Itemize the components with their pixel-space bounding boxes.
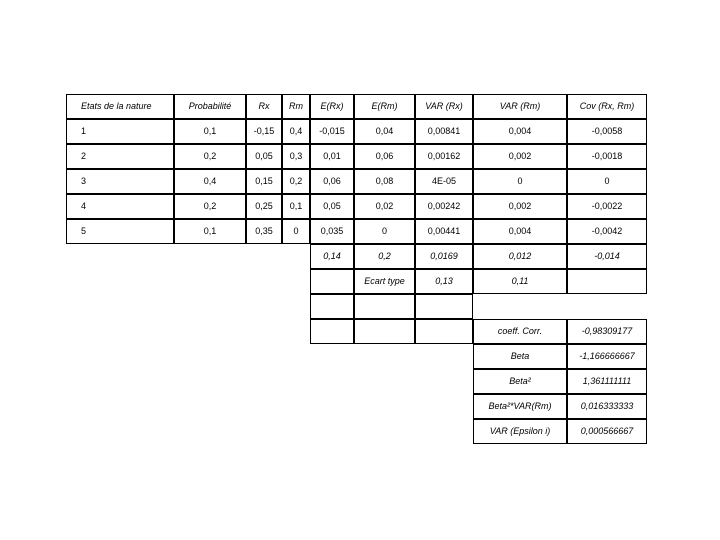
stat-value: 0,000566667 <box>567 419 647 444</box>
table-cell: 0 <box>354 219 415 244</box>
table-cell: 0,05 <box>310 194 354 219</box>
table-cell: 0,035 <box>310 219 354 244</box>
total-e-rm: 0,2 <box>354 244 415 269</box>
table-cell: 0,004 <box>473 219 567 244</box>
table-cell: 0,06 <box>354 144 415 169</box>
stat-label: Beta²*VAR(Rm) <box>473 394 567 419</box>
empty-cell <box>310 294 354 319</box>
table-cell: 0,1 <box>174 219 246 244</box>
table-cell: 0 <box>282 219 310 244</box>
table-cell: 0,05 <box>246 144 282 169</box>
empty-cell <box>415 319 473 344</box>
table-cell: 4E-05 <box>415 169 473 194</box>
stat-label: coeff. Corr. <box>473 319 567 344</box>
header-cell: VAR (Rm) <box>473 94 567 119</box>
table-cell: 0,02 <box>354 194 415 219</box>
table-cell: 0,4 <box>174 169 246 194</box>
empty-cell <box>354 319 415 344</box>
table-cell: 0,15 <box>246 169 282 194</box>
table-cell: 0,002 <box>473 144 567 169</box>
table-cell: 0,4 <box>282 119 310 144</box>
table-cell: -0,015 <box>310 119 354 144</box>
header-cell: Rm <box>282 94 310 119</box>
table-cell: -0,0022 <box>567 194 647 219</box>
table-cell: 0,35 <box>246 219 282 244</box>
stat-value: -1,166666667 <box>567 344 647 369</box>
table-cell: 0,08 <box>354 169 415 194</box>
header-cell: VAR (Rx) <box>415 94 473 119</box>
header-cell: Etats de la nature <box>66 94 174 119</box>
ecart-rx: 0,13 <box>415 269 473 294</box>
table-cell: 0,06 <box>310 169 354 194</box>
table-cell: 0,00242 <box>415 194 473 219</box>
ecart-rm: 0,11 <box>473 269 567 294</box>
table-cell: 0,2 <box>282 169 310 194</box>
stat-value: -0,98309177 <box>567 319 647 344</box>
stat-label: Beta² <box>473 369 567 394</box>
header-cell: E(Rm) <box>354 94 415 119</box>
table-cell: 0,004 <box>473 119 567 144</box>
table-cell: 0,3 <box>282 144 310 169</box>
table-cell: -0,0042 <box>567 219 647 244</box>
table-cell: 0,00841 <box>415 119 473 144</box>
table-cell: 4 <box>66 194 174 219</box>
table-cell: -0,0058 <box>567 119 647 144</box>
table-cell: 0,01 <box>310 144 354 169</box>
total-cov: -0,014 <box>567 244 647 269</box>
table-cell: 1 <box>66 119 174 144</box>
table-cell: 0,002 <box>473 194 567 219</box>
table-cell: -0,15 <box>246 119 282 144</box>
stat-value: 1,361111111 <box>567 369 647 394</box>
table-cell: -0,0018 <box>567 144 647 169</box>
header-cell: Cov (Rx, Rm) <box>567 94 647 119</box>
table-cell: 3 <box>66 169 174 194</box>
empty-cell <box>310 269 354 294</box>
table-cell: 0,04 <box>354 119 415 144</box>
empty-cell <box>310 319 354 344</box>
header-cell: E(Rx) <box>310 94 354 119</box>
stat-label: VAR (Epsilon i) <box>473 419 567 444</box>
total-var-rm: 0,012 <box>473 244 567 269</box>
empty-cell <box>354 294 415 319</box>
ecart-label: Ecart type <box>354 269 415 294</box>
total-e-rx: 0,14 <box>310 244 354 269</box>
table-cell: 0 <box>567 169 647 194</box>
table-cell: 2 <box>66 144 174 169</box>
total-var-rx: 0,0169 <box>415 244 473 269</box>
stat-value: 0,016333333 <box>567 394 647 419</box>
header-cell: Probabilité <box>174 94 246 119</box>
table-cell: 0,00441 <box>415 219 473 244</box>
table-cell: 0,00162 <box>415 144 473 169</box>
table-cell: 0,2 <box>174 194 246 219</box>
empty-cell <box>415 294 473 319</box>
table-cell: 5 <box>66 219 174 244</box>
table-cell: 0,1 <box>174 119 246 144</box>
table-cell: 0,1 <box>282 194 310 219</box>
table-cell: 0 <box>473 169 567 194</box>
table-cell: 0,2 <box>174 144 246 169</box>
stat-label: Beta <box>473 344 567 369</box>
header-cell: Rx <box>246 94 282 119</box>
empty-cell <box>567 269 647 294</box>
table-cell: 0,25 <box>246 194 282 219</box>
